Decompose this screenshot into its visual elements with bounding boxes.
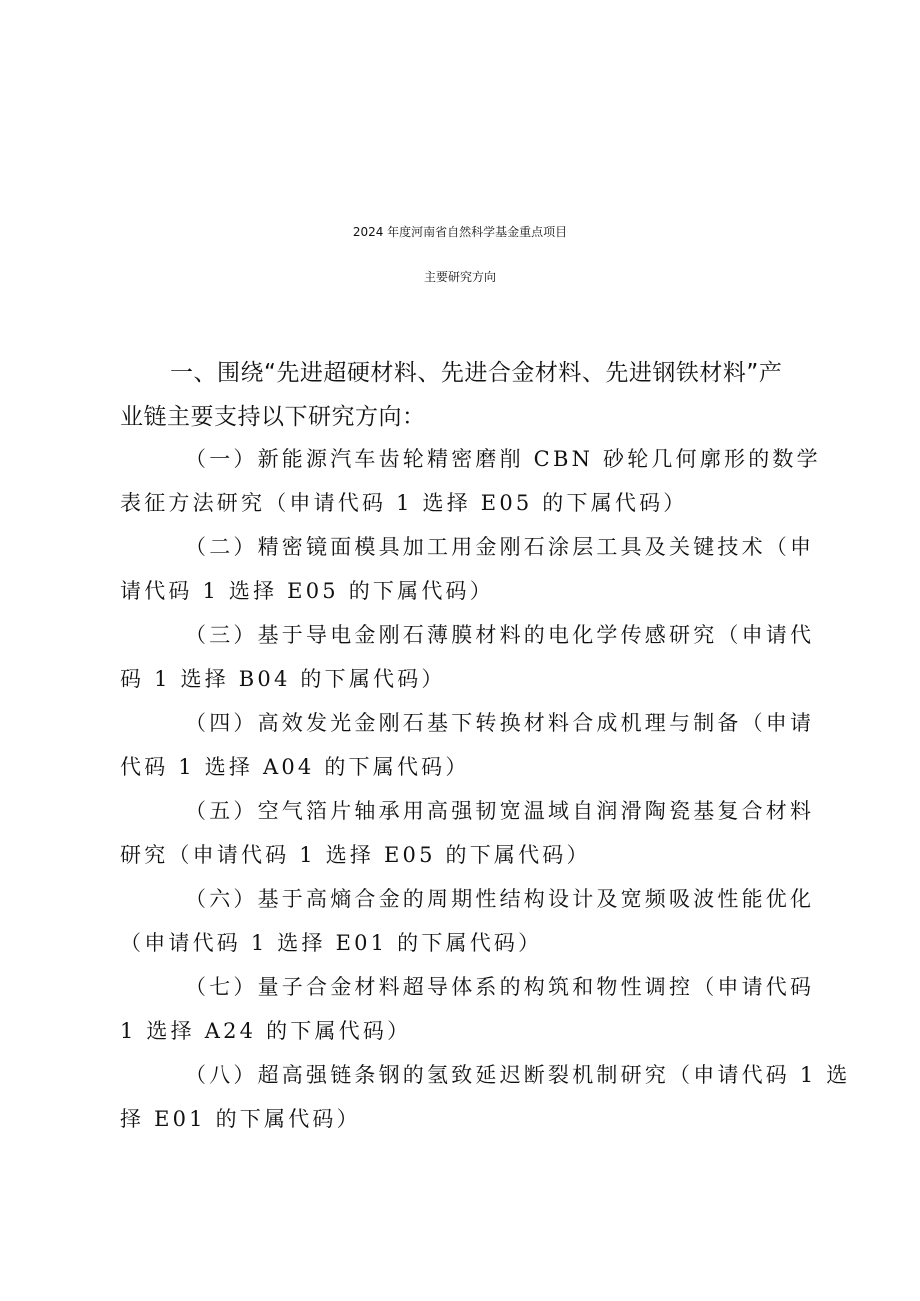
research-item-2-line-1: （二）精密镜面模具加工用金刚石涂层工具及关键技术（申 [185,535,815,559]
document-title-line-2: 主要研究方向 [423,270,496,284]
research-item-2-line-2: 请代码 1 选择 E05 的下属代码） [120,579,494,603]
research-item-6-line-2: （申请代码 1 选择 E01 的下属代码） [120,931,543,955]
research-item-1-line-1: （一）新能源汽车齿轮精密磨削 CBN 砂轮几何廓形的数学 [185,447,821,471]
research-item-7-line-1: （七）量子合金材料超导体系的构筑和物性调控（申请代码 [185,975,815,999]
research-item-8-line-2: 择 E01 的下属代码） [120,1107,361,1131]
section-heading-line-2: 业链主要支持以下研究方向： [120,404,426,430]
research-item-5-line-1: （五）空气箔片轴承用高强韧宽温域自润滑陶瓷基复合材料 [185,799,815,823]
research-item-3-line-2: 码 1 选择 B04 的下属代码） [120,667,446,691]
document-title-line-1: 2024 年度河南省自然科学基金重点项目 [352,225,568,239]
research-item-4-line-2: 代码 1 选择 A04 的下属代码） [120,755,470,779]
section-heading-line-1: 一、围绕“先进超硬材料、先进合金材料、先进钢铁材料”产 [170,360,783,386]
research-item-7-line-2: 1 选择 A24 的下属代码） [120,1019,412,1043]
research-item-3-line-1: （三）基于导电金刚石薄膜材料的电化学传感研究（申请代 [185,623,815,647]
research-item-5-line-2: 研究（申请代码 1 选择 E05 的下属代码） [120,843,591,867]
research-item-8-line-1: （八）超高强链条钢的氢致延迟断裂机制研究（申请代码 1 选 [185,1063,851,1087]
research-item-1-line-2: 表征方法研究（申请代码 1 选择 E05 的下属代码） [120,491,688,515]
research-item-4-line-1: （四）高效发光金刚石基下转换材料合成机理与制备（申请 [185,711,815,735]
research-item-6-line-1: （六）基于高熵合金的周期性结构设计及宽频吸波性能优化 [185,887,815,911]
